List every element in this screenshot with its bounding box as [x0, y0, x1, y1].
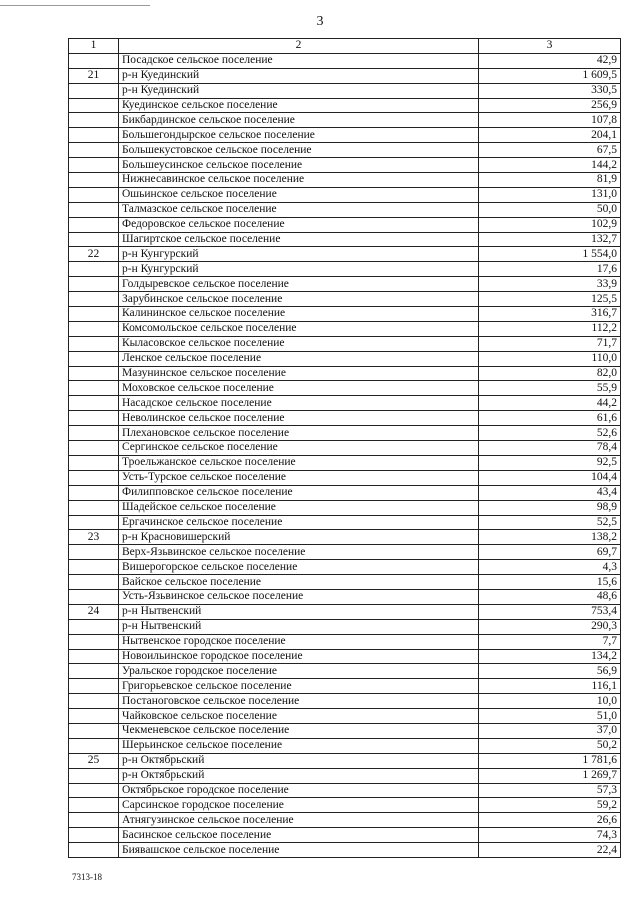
territory-name: Сергинское сельское поселение [119, 441, 479, 456]
row-value: 56,9 [479, 664, 621, 679]
territory-name: р-н Октябрьский [119, 768, 479, 783]
row-value: 55,9 [479, 381, 621, 396]
row-value: 51,0 [479, 709, 621, 724]
table-row [69, 202, 621, 217]
territory-name: Вайское сельское поселение [119, 575, 479, 590]
territory-name: Куединское сельское поселение [119, 98, 479, 113]
table-row [69, 441, 621, 456]
table-row [69, 783, 621, 798]
row-number [69, 455, 119, 470]
row-number [69, 798, 119, 813]
table-row [69, 292, 621, 307]
territory-name: Чайковское сельское поселение [119, 709, 479, 724]
territory-name: Октябрьское городское поселение [119, 783, 479, 798]
row-number [69, 783, 119, 798]
row-value: 50,0 [479, 202, 621, 217]
row-value: 81,9 [479, 173, 621, 188]
row-value: 316,7 [479, 307, 621, 322]
territory-name: Моховское сельское поселение [119, 381, 479, 396]
row-value: 44,2 [479, 396, 621, 411]
territory-name: Шадейское сельское поселение [119, 500, 479, 515]
territory-name: Плехановское сельское поселение [119, 426, 479, 441]
row-value: 52,5 [479, 515, 621, 530]
row-value: 204,1 [479, 128, 621, 143]
row-value: 52,6 [479, 426, 621, 441]
row-value: 102,9 [479, 217, 621, 232]
row-value: 67,5 [479, 143, 621, 158]
row-value: 69,7 [479, 545, 621, 560]
row-value: 17,6 [479, 262, 621, 277]
territory-name: Мазунинское сельское поселение [119, 366, 479, 381]
row-number [69, 187, 119, 202]
row-value: 132,7 [479, 232, 621, 247]
row-number [69, 500, 119, 515]
territory-name: р-н Куединский [119, 68, 479, 83]
territory-name: Талмазское сельское поселение [119, 202, 479, 217]
row-number [69, 470, 119, 485]
territory-name: Зарубинское сельское поселение [119, 292, 479, 307]
table-row [69, 515, 621, 530]
territory-name: Кыласовское сельское поселение [119, 336, 479, 351]
row-number [69, 83, 119, 98]
row-number [69, 828, 119, 843]
row-value: 50,2 [479, 738, 621, 753]
row-value: 144,2 [479, 158, 621, 173]
row-value: 92,5 [479, 455, 621, 470]
row-number [69, 441, 119, 456]
territory-name: Биявашское сельское поселение [119, 843, 479, 858]
row-number [69, 143, 119, 158]
row-number [69, 232, 119, 247]
row-value: 1 554,0 [479, 247, 621, 262]
row-number [69, 351, 119, 366]
table-row [69, 664, 621, 679]
table-row [69, 649, 621, 664]
row-number [69, 53, 119, 68]
row-value: 116,1 [479, 679, 621, 694]
territory-name: Усть-Язьвинское сельское поселение [119, 589, 479, 604]
territory-name: Большекустовское сельское поселение [119, 143, 479, 158]
table-row [69, 738, 621, 753]
column-header-2: 2 [119, 39, 479, 54]
table-row [69, 500, 621, 515]
table-row [69, 321, 621, 336]
table-row [69, 336, 621, 351]
row-value: 256,9 [479, 98, 621, 113]
row-number [69, 723, 119, 738]
territory-name: Григорьевское сельское поселение [119, 679, 479, 694]
table-row [69, 604, 621, 619]
table-row [69, 426, 621, 441]
table-row [69, 470, 621, 485]
table-row [69, 351, 621, 366]
row-number [69, 366, 119, 381]
row-value: 61,6 [479, 411, 621, 426]
row-number [69, 381, 119, 396]
row-value: 1 781,6 [479, 753, 621, 768]
territory-name: Федоровское сельское поселение [119, 217, 479, 232]
table-row [69, 589, 621, 604]
row-value: 15,6 [479, 575, 621, 590]
row-value: 112,2 [479, 321, 621, 336]
row-number [69, 515, 119, 530]
table-row [69, 158, 621, 173]
table-row [69, 753, 621, 768]
column-header-1: 1 [69, 39, 119, 54]
territory-name: Ергачинское сельское поселение [119, 515, 479, 530]
territory-name: Неволинское сельское поселение [119, 411, 479, 426]
table-row [69, 709, 621, 724]
row-value: 131,0 [479, 187, 621, 202]
territory-name: Бикбардинское сельское поселение [119, 113, 479, 128]
row-number [69, 128, 119, 143]
row-number [69, 113, 119, 128]
territory-name: Ошьинское сельское поселение [119, 187, 479, 202]
row-number [69, 202, 119, 217]
table-row [69, 843, 621, 858]
row-value: 134,2 [479, 649, 621, 664]
row-number [69, 664, 119, 679]
row-value: 59,2 [479, 798, 621, 813]
row-number: 23 [69, 530, 119, 545]
row-value: 82,0 [479, 366, 621, 381]
table-row [69, 828, 621, 843]
row-value: 48,6 [479, 589, 621, 604]
document-code: 7313-18 [72, 872, 102, 882]
table-row [69, 173, 621, 188]
row-value: 42,9 [479, 53, 621, 68]
row-value: 1 269,7 [479, 768, 621, 783]
row-number [69, 217, 119, 232]
territory-name: Сарсинское городское поселение [119, 798, 479, 813]
table-row [69, 485, 621, 500]
row-value: 10,0 [479, 694, 621, 709]
row-number: 22 [69, 247, 119, 262]
table-row [69, 768, 621, 783]
territory-name: Нытвенское городское поселение [119, 634, 479, 649]
territory-name: Посадское сельское поселение [119, 53, 479, 68]
table-row [69, 307, 621, 322]
row-number [69, 292, 119, 307]
territory-name: р-н Кунгурский [119, 262, 479, 277]
row-number [69, 158, 119, 173]
table-row [69, 187, 621, 202]
page-number: 3 [316, 14, 324, 29]
table-row [69, 68, 621, 83]
table-row [69, 366, 621, 381]
table-row [69, 411, 621, 426]
row-number [69, 738, 119, 753]
row-value: 138,2 [479, 530, 621, 545]
row-number [69, 262, 119, 277]
table-row [69, 232, 621, 247]
table-row [69, 798, 621, 813]
table-row [69, 530, 621, 545]
row-value: 98,9 [479, 500, 621, 515]
row-value: 104,4 [479, 470, 621, 485]
row-number: 24 [69, 604, 119, 619]
table-row [69, 575, 621, 590]
table-row [69, 53, 621, 68]
territory-name: Большегондырское сельское поселение [119, 128, 479, 143]
table-row [69, 98, 621, 113]
territory-name: Шагиртское сельское поселение [119, 232, 479, 247]
territory-name: Уральское городское поселение [119, 664, 479, 679]
table-row [69, 128, 621, 143]
row-value: 74,3 [479, 828, 621, 843]
row-value: 57,3 [479, 783, 621, 798]
territory-name: Комсомольское сельское поселение [119, 321, 479, 336]
column-header-3: 3 [479, 39, 621, 54]
territory-name: Филипповское сельское поселение [119, 485, 479, 500]
row-number [69, 634, 119, 649]
row-value: 43,4 [479, 485, 621, 500]
table-row [69, 619, 621, 634]
table-row [69, 560, 621, 575]
table-row [69, 634, 621, 649]
territory-name: Нижнесавинское сельское поселение [119, 173, 479, 188]
row-value: 110,0 [479, 351, 621, 366]
table-row [69, 813, 621, 828]
row-value: 37,0 [479, 723, 621, 738]
table-row [69, 396, 621, 411]
row-number [69, 336, 119, 351]
table-row [69, 143, 621, 158]
territory-name: Шерьинское сельское поселение [119, 738, 479, 753]
row-value: 125,5 [479, 292, 621, 307]
data-table [68, 38, 621, 858]
row-number [69, 426, 119, 441]
row-number [69, 843, 119, 858]
row-value: 1 609,5 [479, 68, 621, 83]
table-row [69, 723, 621, 738]
territory-name: Чекменевское сельское поселение [119, 723, 479, 738]
table-row [69, 262, 621, 277]
row-number [69, 679, 119, 694]
row-value: 26,6 [479, 813, 621, 828]
row-number [69, 589, 119, 604]
row-number [69, 545, 119, 560]
row-number [69, 98, 119, 113]
territory-name: р-н Кунгурский [119, 247, 479, 262]
row-number [69, 307, 119, 322]
row-number [69, 396, 119, 411]
territory-name: Троельжанское сельское поселение [119, 455, 479, 470]
table-row [69, 217, 621, 232]
territory-name: Атнягузинское сельское поселение [119, 813, 479, 828]
row-number: 25 [69, 753, 119, 768]
row-value: 7,7 [479, 634, 621, 649]
row-number: 21 [69, 68, 119, 83]
territory-name: Усть-Турское сельское поселение [119, 470, 479, 485]
table-row [69, 277, 621, 292]
territory-name: р-н Нытвенский [119, 604, 479, 619]
table-row [69, 381, 621, 396]
row-value: 33,9 [479, 277, 621, 292]
table-row [69, 113, 621, 128]
row-number [69, 277, 119, 292]
row-value: 78,4 [479, 441, 621, 456]
row-number [69, 709, 119, 724]
table-row [69, 455, 621, 470]
row-number [69, 575, 119, 590]
row-number [69, 321, 119, 336]
row-value: 4,3 [479, 560, 621, 575]
row-value: 107,8 [479, 113, 621, 128]
table-body [69, 53, 621, 857]
table-row [69, 694, 621, 709]
territory-name: Калининское сельское поселение [119, 307, 479, 322]
table-row [69, 247, 621, 262]
territory-name: Постаноговское сельское поселение [119, 694, 479, 709]
table-row [69, 545, 621, 560]
row-value: 330,5 [479, 83, 621, 98]
row-number [69, 813, 119, 828]
top-rule [0, 5, 150, 6]
territory-name: Новоильинское городское поселение [119, 649, 479, 664]
territory-name: р-н Нытвенский [119, 619, 479, 634]
territory-name: р-н Красновишерский [119, 530, 479, 545]
row-value: 753,4 [479, 604, 621, 619]
territory-name: Басинское сельское поселение [119, 828, 479, 843]
row-number [69, 173, 119, 188]
row-number [69, 768, 119, 783]
territory-name: р-н Октябрьский [119, 753, 479, 768]
territory-name: Насадское сельское поселение [119, 396, 479, 411]
territory-name: Большеусинское сельское поселение [119, 158, 479, 173]
table-row [69, 679, 621, 694]
territory-name: Вишерогорское сельское поселение [119, 560, 479, 575]
territory-name: Голдыревское сельское поселение [119, 277, 479, 292]
territory-name: р-н Куединский [119, 83, 479, 98]
table-header-row [69, 39, 621, 54]
row-number [69, 649, 119, 664]
row-number [69, 694, 119, 709]
row-value: 22,4 [479, 843, 621, 858]
row-number [69, 619, 119, 634]
territory-name: Верх-Язьвинское сельское поселение [119, 545, 479, 560]
row-number [69, 560, 119, 575]
row-number [69, 485, 119, 500]
table-row [69, 83, 621, 98]
row-value: 290,3 [479, 619, 621, 634]
row-number [69, 411, 119, 426]
territory-name: Ленское сельское поселение [119, 351, 479, 366]
row-value: 71,7 [479, 336, 621, 351]
